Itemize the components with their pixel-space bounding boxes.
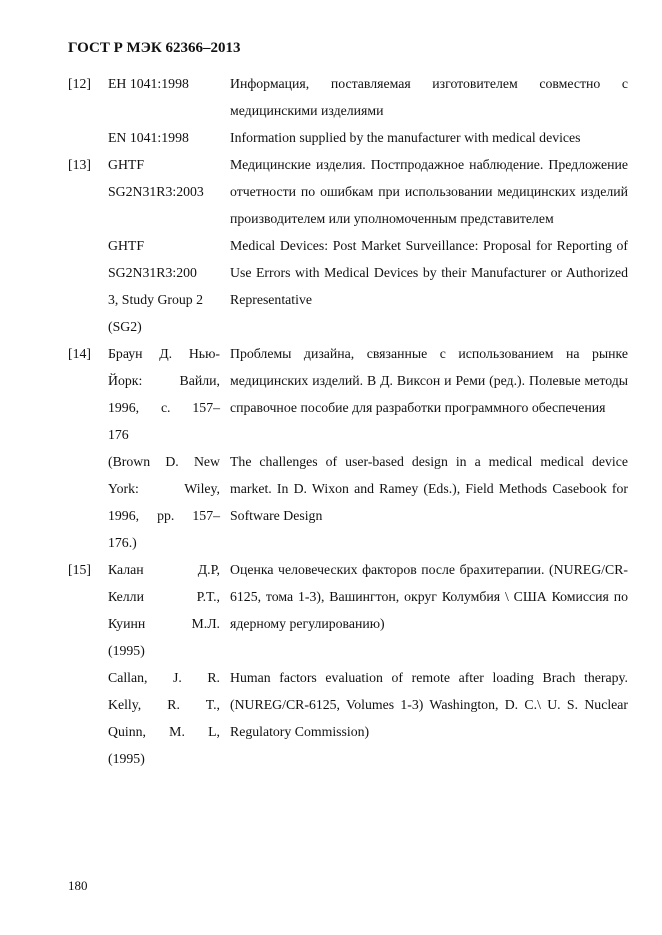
reference-block-en — [108, 124, 630, 151]
reference-description: Human factors evaluation of remote after loading Brach therapy. (NUREG/CR-6125, Volumes 1-3) Washington, D. C.\ U. S. Nuclear Regulatory Commission) — [230, 670, 628, 739]
reference-description: Medical Devices: Post Market Surveillance: Proposal for Reporting of Use Errors with Medical Devices by their Manufacturer or Authorized Representative — [230, 238, 628, 307]
source-line: Quinn, M. L, — [108, 724, 220, 739]
reference-number: [15] — [68, 562, 91, 577]
reference-entry — [68, 340, 630, 556]
source-line: ЕН 1041:1998 — [108, 76, 189, 91]
source-line: (SG2) — [108, 319, 142, 334]
reference-description: Information supplied by the manufacturer with medical devices — [230, 130, 581, 145]
source-line: Куинн М.Л. — [108, 616, 220, 631]
reference-block-en — [108, 448, 630, 556]
source-line: (1995) — [108, 751, 145, 766]
reference-entry — [68, 556, 630, 772]
reference-source — [108, 556, 220, 664]
reference-number: [12] — [68, 76, 91, 91]
source-line: 176.) — [108, 535, 137, 550]
reference-source — [108, 232, 220, 340]
reference-description: The challenges of user-based design in a medical medical device market. In D. Wixon and Ramey (Eds.), Field Methods Casebook for Software Design — [230, 454, 628, 523]
source-line: 176 — [108, 427, 129, 442]
source-line: (Brown D. New — [108, 454, 220, 469]
source-line: Калан Д.Р, — [108, 562, 220, 577]
source-line: GHTF — [108, 238, 145, 253]
reference-description: Информация, поставляемая изготовителем совместно с медицинскими изделиями — [230, 76, 628, 118]
source-line: Келли Р.Т., — [108, 589, 220, 604]
reference-entry — [68, 70, 630, 151]
source-line: Kelly, R. T., — [108, 697, 220, 712]
reference-description: Медицинские изделия. Постпродажное наблюдение. Предложение отчетности по ошибкам при использовании медицинских изделий производителем или уполномоченным представителем — [230, 157, 628, 226]
reference-description: Проблемы дизайна, связанные с использованием на рынке медицинских изделий. В Д. Виксон и Реми (ред.). Полевые методы справочное пособие для разработки программного обеспечения — [230, 346, 628, 415]
document-header: ГОСТ Р МЭК 62366–2013 — [68, 40, 241, 56]
source-line: Браун Д. Нью- — [108, 346, 220, 361]
reference-list — [68, 70, 630, 772]
source-line: 1996, с. 157– — [108, 400, 220, 415]
page-number: 180 — [68, 878, 88, 893]
source-line: Йорк: Вайли, — [108, 373, 220, 388]
reference-source — [108, 340, 220, 448]
reference-number: [14] — [68, 346, 91, 361]
source-line: 3, Study Group 2 — [108, 292, 204, 307]
source-line: SG2N31R3:2003 — [108, 184, 204, 199]
reference-description: Оценка человеческих факторов после брахитерапии. (NUREG/CR-6125, тома 1-3), Вашингтон, округ Колумбия \ США Комиссия по ядерному регулированию) — [230, 562, 628, 631]
reference-entry — [68, 151, 630, 340]
reference-block-en — [108, 232, 630, 340]
reference-block-en — [108, 664, 630, 772]
source-line: York: Wiley, — [108, 481, 220, 496]
source-line: EN 1041:1998 — [108, 130, 189, 145]
reference-source — [108, 448, 220, 556]
reference-block-ru — [108, 70, 630, 124]
reference-source — [108, 70, 220, 124]
reference-number: [13] — [68, 157, 91, 172]
reference-source — [108, 664, 220, 772]
reference-block-ru — [108, 556, 630, 664]
reference-source — [108, 151, 220, 232]
source-line: (1995) — [108, 643, 145, 658]
reference-block-ru — [108, 151, 630, 232]
source-line: 1996, pp. 157– — [108, 508, 220, 523]
reference-block-ru — [108, 340, 630, 448]
source-line: GHTF — [108, 157, 145, 172]
source-line: Callan, J. R. — [108, 670, 220, 685]
reference-source — [108, 124, 220, 151]
source-line: SG2N31R3:200 — [108, 265, 197, 280]
